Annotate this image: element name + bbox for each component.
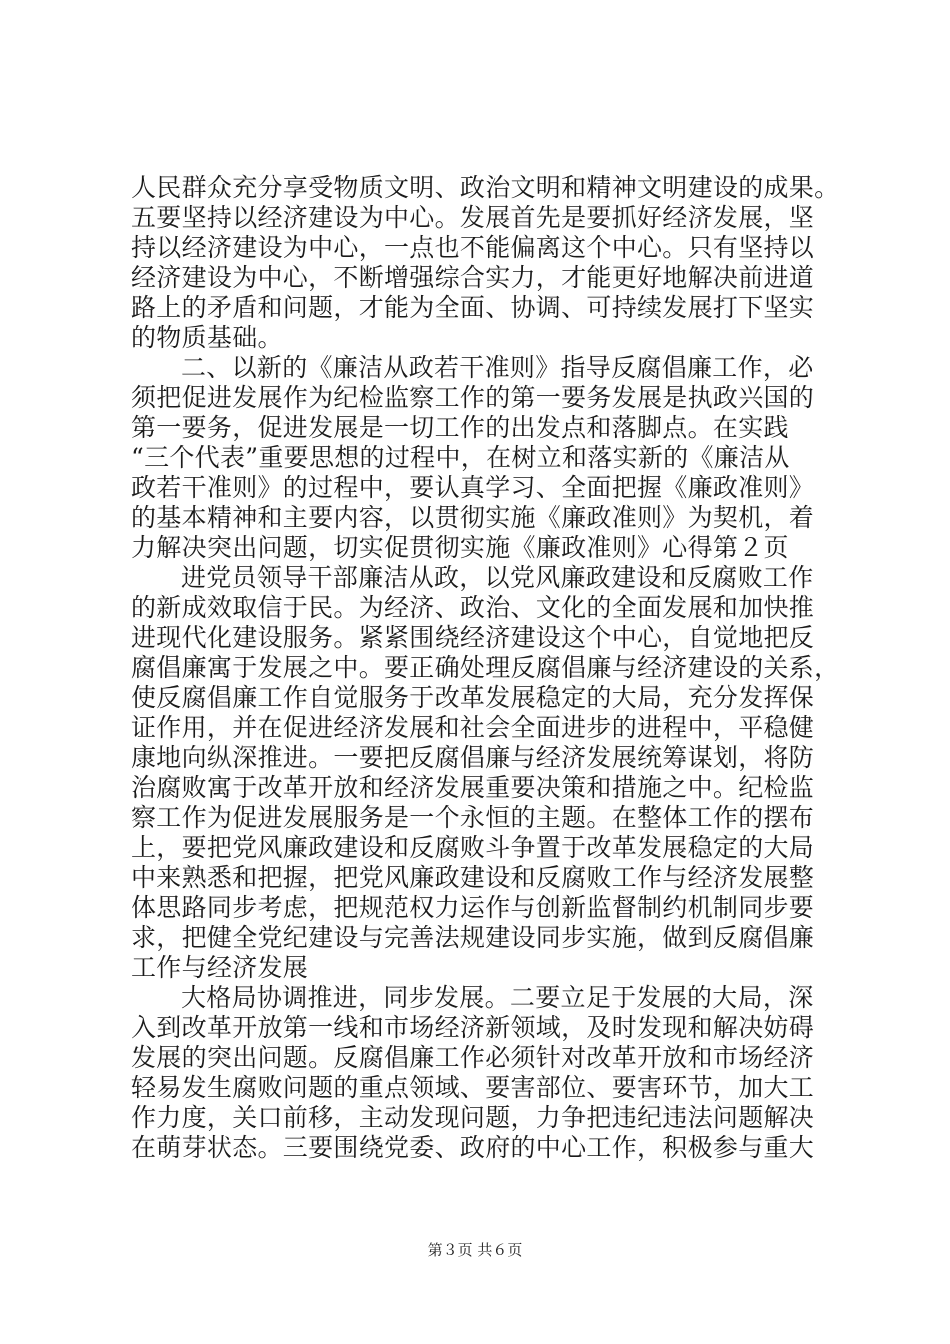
document-body [131,173,840,1163]
text-line: 证作用，并在促进经济发展和社会全面进步的进程中，平稳健 [131,713,815,742]
text-line: 经济建设为中心，不断增强综合实力，才能更好地解决前进道 [131,263,815,292]
paragraph-first-line: 二、以新的《廉洁从政若干准则》指导反腐倡廉工作，必 [181,353,814,382]
paragraph-first-line: 进党员领导干部廉洁从政，以党风廉政建设和反腐败工作 [181,563,814,592]
text-line: 轻易发生腐败问题的重点领域、要害部位、要害环节，加大工 [131,1073,815,1102]
text-line: 的基本精神和主要内容，以贯彻实施《廉政准则》为契机，着 [131,503,815,532]
paragraph-first-line: 大格局协调推进，同步发展。二要立足于发展的大局，深 [181,983,814,1012]
text-line: “三个代表”重要思想的过程中，在树立和落实新的《廉洁从 [131,443,790,472]
text-line: 的物质基础。 [131,323,283,352]
text-line: 发展的突出问题。反腐倡廉工作必须针对改革开放和市场经济 [131,1043,815,1072]
text-line: 政若干准则》的过程中，要认真学习、全面把握《廉政准则》 [131,473,815,502]
text-line: 进现代化建设服务。紧紧围绕经济建设这个中心，自觉地把反 [131,623,815,652]
text-line: 使反腐倡廉工作自觉服务于改革发展稳定的大局，充分发挥保 [131,683,815,712]
page-number-label: 第３页 共６页 [427,1241,523,1259]
text-line: 求，把健全党纪建设与完善法规建设同步实施，做到反腐倡廉 [131,923,815,952]
text-line: 在萌芽状态。三要围绕党委、政府的中心工作，积极参与重大 [131,1133,815,1162]
text-line: 体思路同步考虑，把规范权力运作与创新监督制约机制同步要 [131,893,815,922]
text-line: 五要坚持以经济建设为中心。发展首先是要抓好经济发展，坚 [131,203,815,232]
page-footer [0,1240,950,1260]
text-line: 上，要把党风廉政建设和反腐败斗争置于改革发展稳定的大局 [131,833,815,862]
text-line: 路上的矛盾和问题，才能为全面、协调、可持续发展打下坚实 [131,293,815,322]
text-line: 持以经济建设为中心，一点也不能偏离这个中心。只有坚持以 [131,233,815,262]
text-line: 力解决突出问题，切实促贯彻实施《廉政准则》心得第２页 [131,533,789,562]
text-line: 治腐败寓于改革开放和经济发展重要决策和措施之中。纪检监 [131,773,815,802]
text-line: 人民群众充分享受物质文明、政治文明和精神文明建设的成果。 [131,173,840,202]
text-line: 中来熟悉和把握，把党风廉政建设和反腐败工作与经济发展整 [131,863,815,892]
text-line: 第一要务，促进发展是一切工作的出发点和落脚点。在实践 [131,413,789,442]
text-line: 腐倡廉寓于发展之中。要正确处理反腐倡廉与经济建设的关系， [131,653,840,682]
text-line: 作力度，关口前移，主动发现问题，力争把违纪违法问题解决 [131,1103,815,1132]
text-line: 须把促进发展作为纪检监察工作的第一要务发展是执政兴国的 [131,383,815,412]
text-line: 入到改革开放第一线和市场经济新领域，及时发现和解决妨碍 [131,1013,815,1042]
text-line: 工作与经济发展 [131,953,309,982]
text-line: 察工作为促进发展服务是一个永恒的主题。在整体工作的摆布 [131,803,815,832]
text-line: 康地向纵深推进。一要把反腐倡廉与经济发展统筹谋划，将防 [131,743,815,772]
text-line: 的新成效取信于民。为经济、政治、文化的全面发展和加快推 [131,593,815,622]
